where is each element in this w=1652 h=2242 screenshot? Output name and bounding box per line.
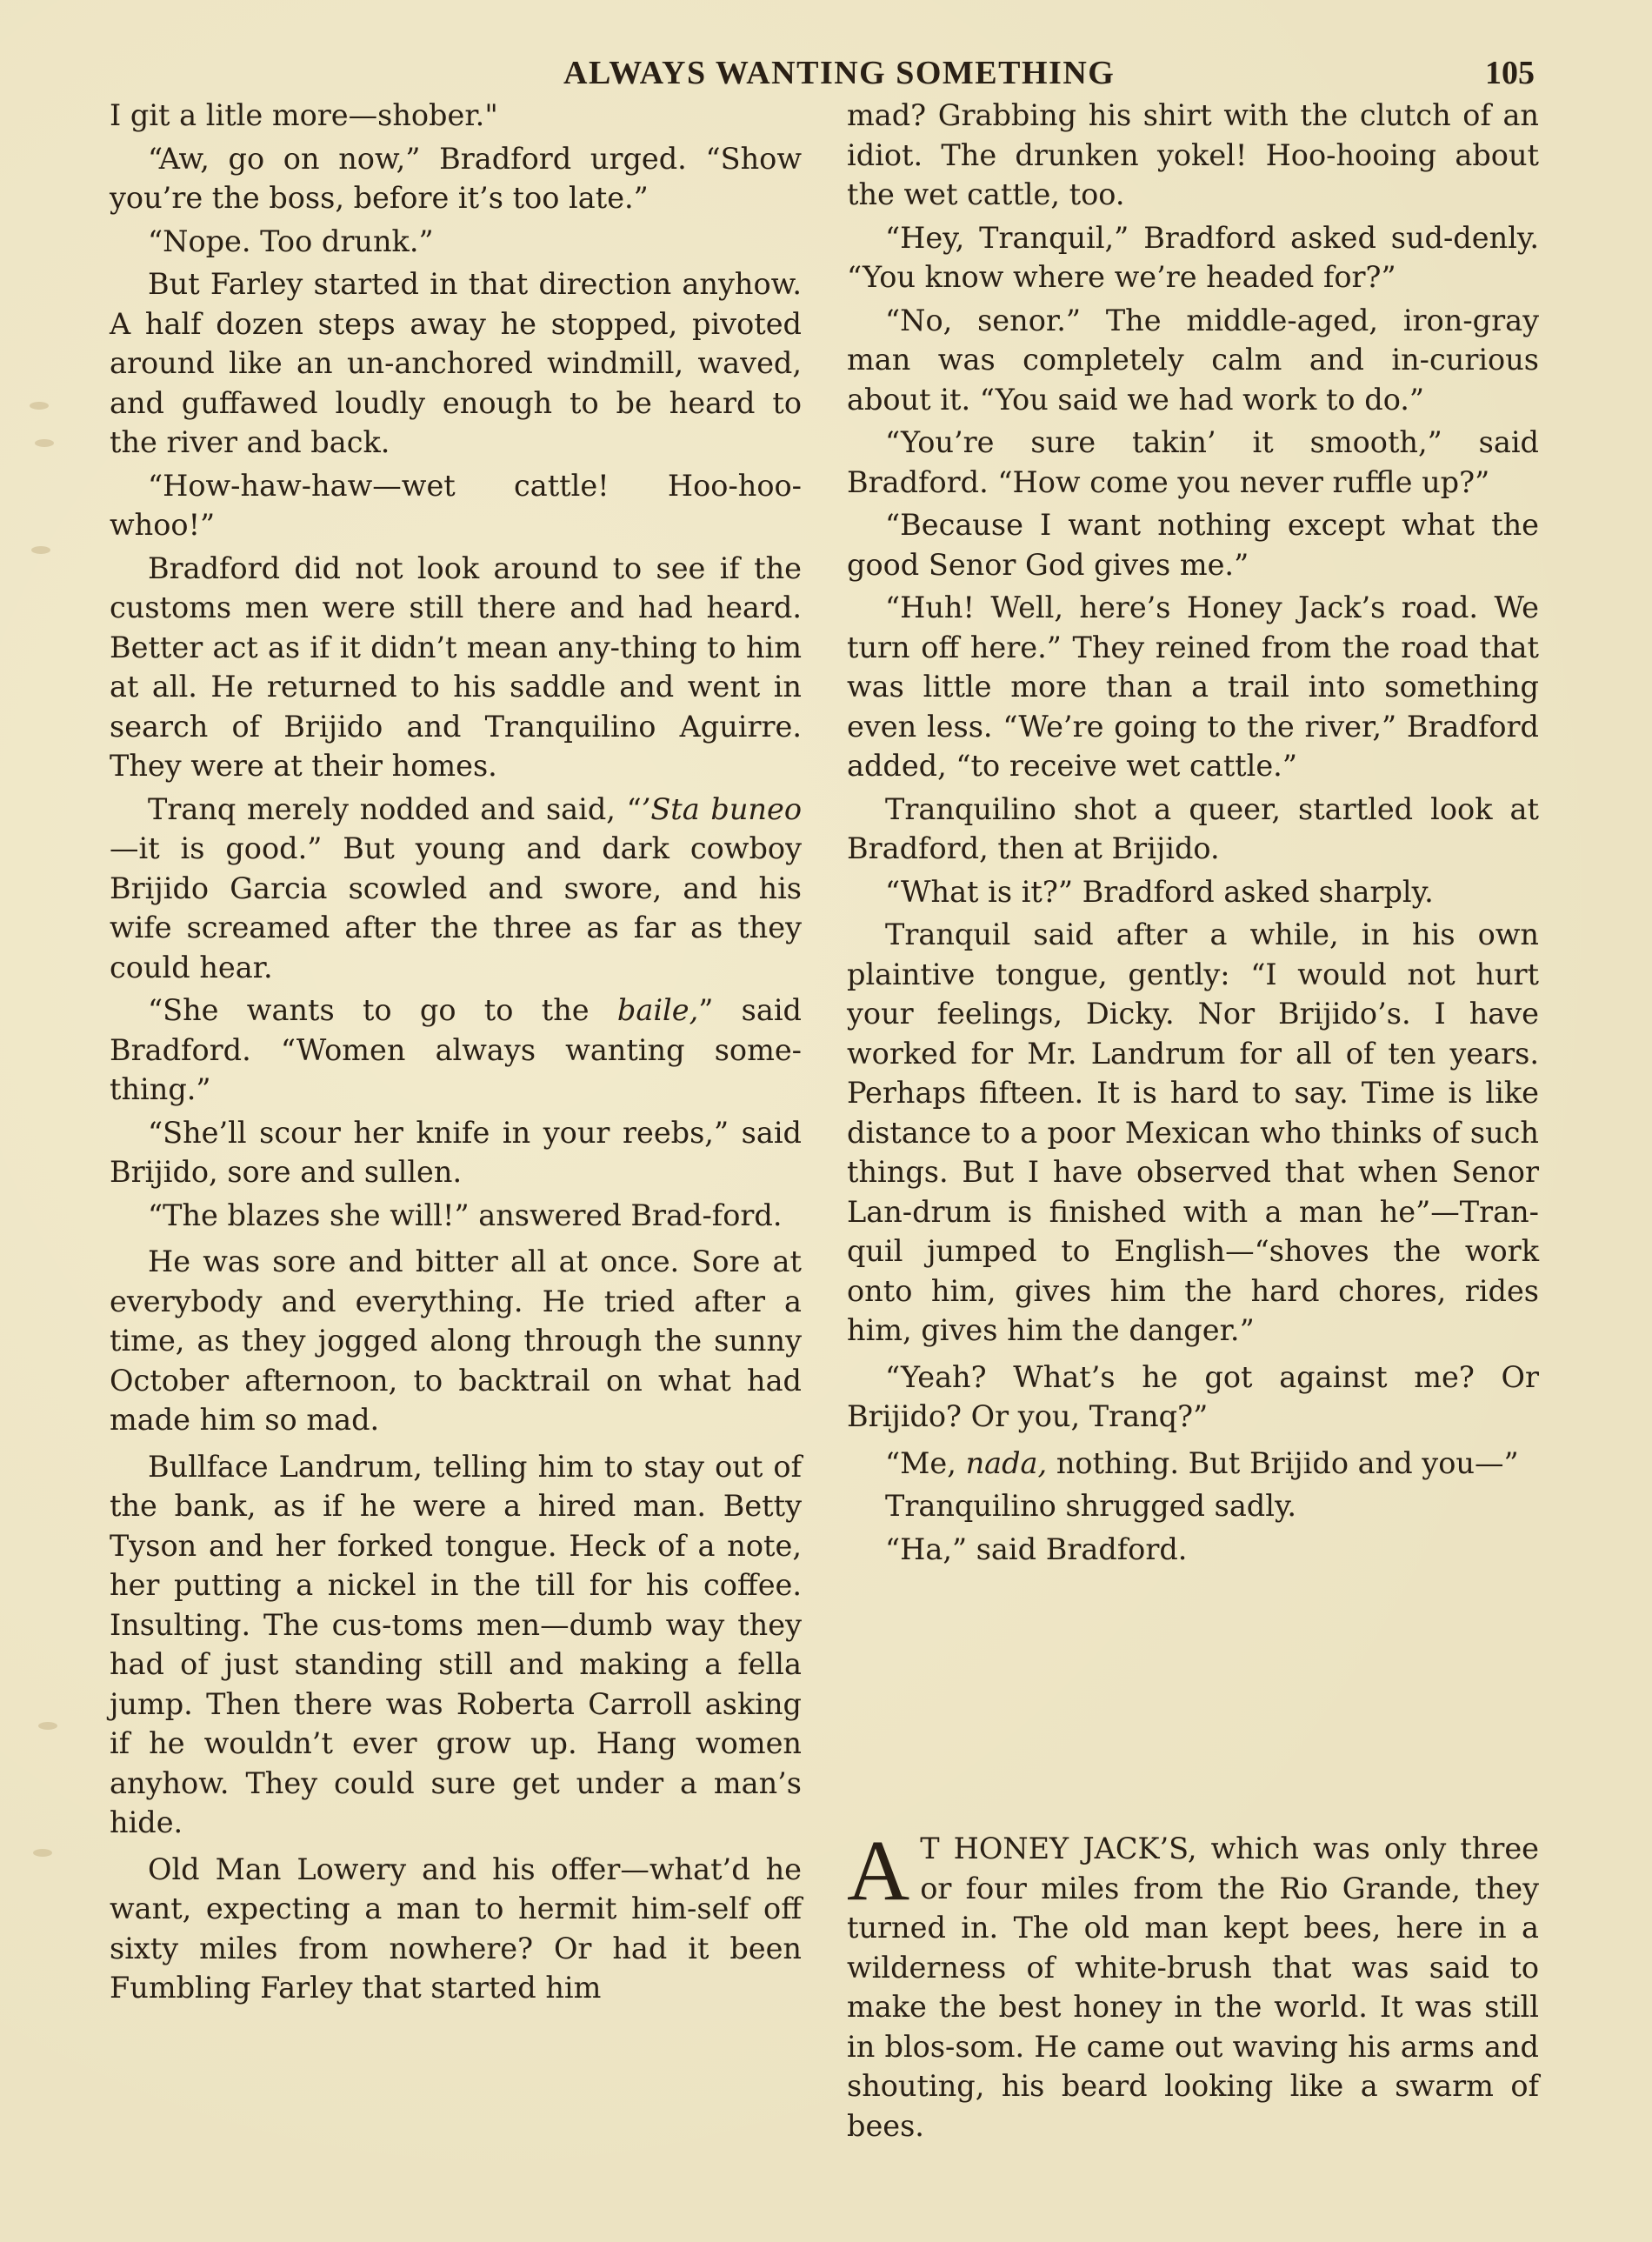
italic-text: nada, xyxy=(965,1445,1048,1480)
paragraph xyxy=(110,991,802,1110)
paragraph: Tranquil said after a while, in his own plaintive tongue, gently: “I would not hurt your feelings, Dicky. Nor Brijido’s. I have worked for Mr. Landrum for all of ten years. Perhaps fifteen. It is hard to say. Time is like distance to a poor Mexican who thinks of such things. But I have observed that when Senor Lan-drum is finished with a man he”—Tran-quil jumped to English—“shoves the work onto him, gives him the hard chores, rides him, gives him the danger.” xyxy=(847,917,1539,1347)
text-run: “Me, xyxy=(885,1445,966,1480)
paragraph: “Huh! Well, here’s Honey Jack’s road. We turn off here.” They reined from the road that was little more than a trail into something even less. “We’re going to the river,” Bradford added, “to receive wet cattle.” xyxy=(847,591,1539,783)
paragraph: “Aw, go on now,” Bradford urged. “Show you’re the boss, before it’s too late.” xyxy=(110,141,802,215)
stain-mark xyxy=(35,439,54,447)
text-run: T HONEY JACK’S, which was only three or four miles from the Rio Grande, they turned in. The old man kept bees, here in a wilderness of white-brush that was said to make the best honey in the world. It was still in blos-som. He came out waving his arms and shouting, his beard looking like a swarm of bees. xyxy=(847,1832,1539,2143)
paragraph: “No, senor.” The middle-aged, iron-gray man was completely calm and in-curious about it. “You said we had work to do.” xyxy=(847,303,1539,417)
paragraph: He was sore and bitter all at once. Sore at everybody and everything. He tried after a time, as they jogged along through the sunny October afternoon, to backtrail on what had made him so mad. xyxy=(110,1244,802,1437)
paragraph: Bullface Landrum, telling him to stay out of the bank, as if he were a hired man. Betty Tyson and her forked tongue. Heck of a note, her putting a nickel in the till for his coffee. Insulting. The cus-toms men—dumb way they had of just standing still and making a fella jump. Then there was Roberta Carroll asking if he wouldn’t ever grow up. Hang women anyhow. They could sure get under a man’s hide. xyxy=(110,1449,802,1839)
paragraph: Tranquilino shot a queer, startled look at Bradford, then at Brijido. xyxy=(847,791,1539,865)
right-column xyxy=(847,96,1539,1572)
paragraph: “What is it?” Bradford asked sharply. xyxy=(885,874,1434,909)
italic-text: ’Sta buneo xyxy=(641,791,802,826)
stain-mark xyxy=(38,1722,57,1730)
paragraph: “You’re sure takin’ it smooth,” said Bradford. “How come you never ruffle up?” xyxy=(847,425,1539,499)
italic-text: baile, xyxy=(616,993,699,1027)
paragraph: But Farley started in that direction anyhow. A half dozen steps away he stopped, pivoted around like an un-anchored windmill, waved, and guffawed loudly enough to be heard to the river and back. xyxy=(110,267,802,459)
drop-cap: A xyxy=(847,1822,910,1918)
paragraph xyxy=(847,1444,1539,1484)
paragraph: I git a litle more—shober." xyxy=(110,98,498,132)
paragraph: “The blazes she will!” answered Brad-ford. xyxy=(148,1198,783,1232)
text-run: “She wants to go to the xyxy=(148,993,617,1027)
paragraph: “How-haw-haw—wet cattle! Hoo-hoo-whoo!” xyxy=(110,468,802,542)
paragraph: Bradford did not look around to see if the customs men were still there and had heard. Better act as if it didn’t mean any-thing to him at all. He returned to his saddle and went in search of Brijido and Tranquilino Aguirre. They were at their homes. xyxy=(110,550,802,783)
text-run: —it is good.” But young and dark cowboy Brijido Garcia scowled and swore, and his wife screamed after the three as far as they could hear. xyxy=(110,831,802,984)
paragraph xyxy=(110,790,802,988)
paragraph: Tranquilino shrugged sadly. xyxy=(885,1489,1297,1523)
paragraph: “She’ll scour her knife in your reebs,” said Brijido, sore and sullen. xyxy=(110,1115,802,1189)
paragraph: “Because I want nothing except what the good Senor God gives me.” xyxy=(847,508,1539,582)
text-run: ” said Bradford. “Women always wanting some-thing.” xyxy=(110,993,803,1106)
stain-mark xyxy=(31,546,50,554)
paragraph: Old Man Lowery and his offer—what’d he want, expecting a man to hermit him-self off sixty miles from nowhere? Or had it been Fumbling Farley that started him xyxy=(110,1852,802,2005)
text-run: Tranq merely nodded and said, “ xyxy=(148,791,642,826)
section-opening xyxy=(847,1822,1539,2149)
text-run: nothing. But Brijido and you—” xyxy=(1047,1445,1519,1480)
left-column xyxy=(110,96,802,2012)
stain-mark xyxy=(33,1849,52,1857)
running-head: ALWAYS WANTING SOMETHING xyxy=(563,55,1116,91)
paragraph: “Hey, Tranquil,” Bradford asked sud-denly. “You know where we’re headed for?” xyxy=(847,220,1539,294)
paragraph xyxy=(847,1822,1539,2145)
page-number: 105 xyxy=(1485,55,1535,91)
paragraph: mad? Grabbing his shirt with the clutch of an idiot. The drunken yokel! Hoo-hooing about the wet cattle, too. xyxy=(847,98,1539,211)
paragraph: “Yeah? What’s he got against me? Or Brijido? Or you, Tranq?” xyxy=(847,1359,1539,1433)
paragraph: “Nope. Too drunk.” xyxy=(148,224,434,258)
paragraph: “Ha,” said Bradford. xyxy=(885,1531,1188,1566)
stain-mark xyxy=(30,402,49,410)
